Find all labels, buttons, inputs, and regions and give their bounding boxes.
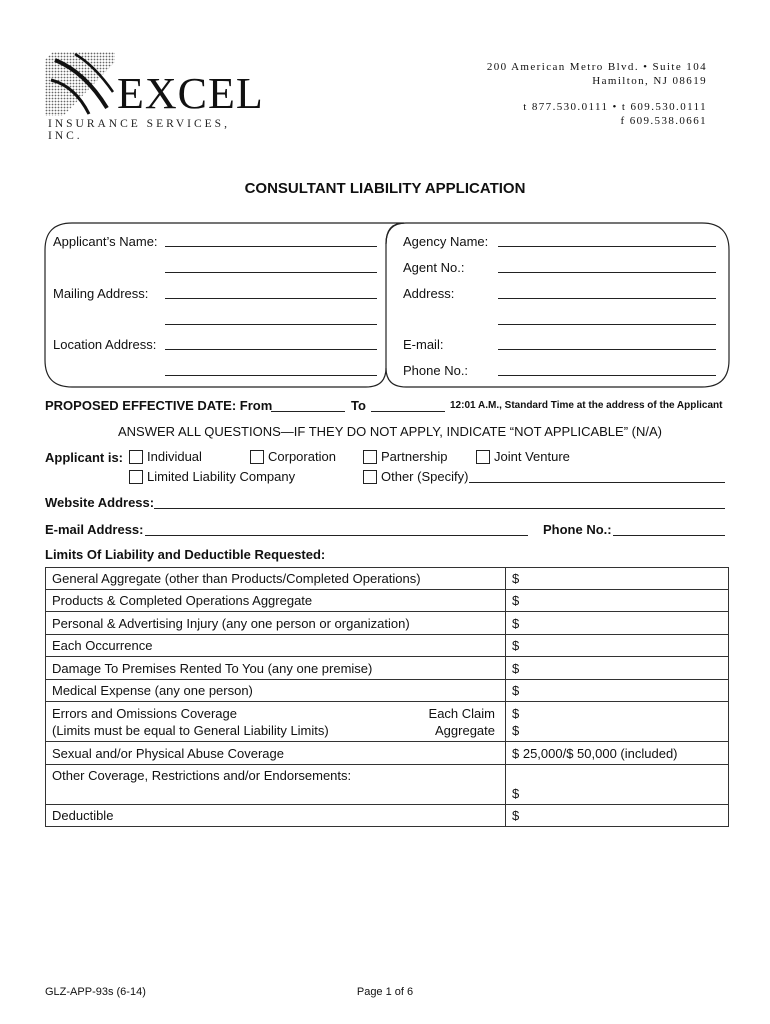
mailing-address-label: Mailing Address: — [53, 286, 149, 301]
table-row — [46, 590, 729, 612]
llc-checkbox[interactable] — [129, 470, 143, 484]
table-row — [46, 742, 729, 765]
deductible-amount[interactable]: $ — [506, 805, 729, 827]
sexual-abuse-amount: $ 25,000/$ 50,000 (included) — [506, 742, 729, 765]
agent-no-field[interactable] — [498, 272, 716, 273]
limit-label: Each Occurrence — [46, 635, 506, 657]
agency-address-field[interactable] — [498, 298, 716, 299]
eo-each-claim-label: Each Claim — [428, 705, 495, 721]
table-row — [46, 568, 729, 590]
agency-email-label: E-mail: — [403, 337, 444, 352]
company-name: EXCEL — [117, 69, 264, 118]
joint-venture-checkbox[interactable] — [476, 450, 490, 464]
partnership-label: Partnership — [381, 449, 448, 464]
table-row — [46, 612, 729, 635]
limit-label: General Aggregate (other than Products/Completed Operations) — [46, 568, 506, 590]
effective-from-field[interactable] — [271, 411, 345, 412]
eo-amount-cell[interactable] — [506, 702, 729, 742]
table-row — [46, 635, 729, 657]
eo-aggregate-label: Aggregate — [435, 722, 495, 738]
sexual-abuse-label: Sexual and/or Physical Abuse Coverage — [46, 742, 506, 765]
limit-label: Personal & Advertising Injury (any one person or organization) — [46, 612, 506, 635]
agent-no-label: Agent No.: — [403, 260, 465, 275]
applicant-name-field-2[interactable] — [165, 272, 377, 273]
applicant-type-label: Applicant is: — [45, 450, 124, 465]
address-line-2: Hamilton, NJ 08619 — [592, 75, 707, 87]
limit-amount[interactable]: $ — [506, 590, 729, 612]
effective-time-note: 12:01 A.M., Standard Time at the address of the Applicant — [450, 400, 723, 411]
limit-amount[interactable]: $ — [506, 612, 729, 635]
eo-coverage-cell — [46, 702, 506, 742]
eo-each-claim-amount[interactable]: $ — [512, 705, 520, 721]
fax-line: f 609.538.0661 — [620, 115, 707, 127]
individual-label: Individual — [147, 449, 202, 464]
limit-amount[interactable]: $ — [506, 635, 729, 657]
corporation-label: Corporation — [268, 449, 336, 464]
limit-amount[interactable]: $ — [506, 568, 729, 590]
other-coverage-amount[interactable]: $ — [506, 765, 729, 805]
page-title: CONSULTANT LIABILITY APPLICATION — [244, 180, 526, 197]
applicant-name-field[interactable] — [165, 246, 377, 247]
mailing-address-field-2[interactable] — [165, 324, 377, 325]
limits-heading: Limits Of Liability and Deductible Requested: — [45, 547, 326, 562]
eo-aggregate-amount[interactable]: $ — [512, 722, 520, 738]
limit-label: Damage To Premises Rented To You (any one premise) — [46, 657, 506, 680]
other-specify-field[interactable] — [469, 482, 725, 483]
table-row — [46, 702, 729, 742]
email-field[interactable] — [145, 535, 528, 536]
company-subtitle: INSURANCE SERVICES, INC. — [48, 118, 230, 142]
table-row — [46, 765, 729, 805]
phone-field[interactable] — [613, 535, 725, 536]
agency-phone-label: Phone No.: — [403, 363, 469, 378]
mailing-address-field[interactable] — [165, 298, 377, 299]
company-address — [487, 60, 707, 128]
agency-address-field-2[interactable] — [498, 324, 716, 325]
agency-phone-field[interactable] — [498, 375, 716, 376]
instruction-text: ANSWER ALL QUESTIONS—IF THEY DO NOT APPLY, INDICATE “NOT APPLICABLE” (N/A) — [118, 424, 662, 439]
agency-address-label: Address: — [403, 286, 455, 301]
address-line-1: 200 American Metro Blvd. • Suite 104 — [486, 61, 707, 73]
table-row — [46, 657, 729, 680]
location-address-field[interactable] — [165, 349, 377, 350]
location-address-field-2[interactable] — [165, 375, 377, 376]
email-label: E-mail Address: — [45, 522, 144, 537]
individual-checkbox[interactable] — [129, 450, 143, 464]
website-label: Website Address: — [45, 495, 155, 510]
agency-email-field[interactable] — [498, 349, 716, 350]
eo-label-2: (Limits must be equal to General Liability Limits) — [52, 722, 329, 738]
limit-amount[interactable]: $ — [506, 680, 729, 702]
location-address-label: Location Address: — [53, 337, 157, 352]
other-coverage-label: Other Coverage, Restrictions and/or Endorsements: — [46, 765, 506, 805]
effective-to-field[interactable] — [371, 411, 445, 412]
effective-date-label: PROPOSED EFFECTIVE DATE: From — [45, 398, 273, 413]
limit-label: Products & Completed Operations Aggregate — [46, 590, 506, 612]
company-logo — [45, 52, 264, 142]
phone-line: t 877.530.0111 • t 609.530.0111 — [523, 101, 707, 113]
applicant-name-label: Applicant’s Name: — [53, 234, 158, 249]
other-checkbox[interactable] — [363, 470, 377, 484]
limit-amount[interactable]: $ — [506, 657, 729, 680]
partnership-checkbox[interactable] — [363, 450, 377, 464]
agency-name-field[interactable] — [498, 246, 716, 247]
deductible-label: Deductible — [46, 805, 506, 827]
joint-venture-label: Joint Venture — [494, 449, 570, 464]
agency-name-label: Agency Name: — [403, 234, 489, 249]
table-row — [46, 805, 729, 827]
effective-to-label: To — [351, 398, 366, 413]
eo-label-1: Errors and Omissions Coverage — [52, 705, 237, 721]
phone-label: Phone No.: — [543, 522, 612, 537]
other-label: Other (Specify) — [381, 469, 469, 484]
form-number: GLZ-APP-93s (6-14) — [45, 986, 146, 998]
table-row — [46, 680, 729, 702]
logo-mark-icon — [45, 52, 115, 116]
llc-label: Limited Liability Company — [147, 469, 296, 484]
website-field[interactable] — [154, 508, 725, 509]
limit-label: Medical Expense (any one person) — [46, 680, 506, 702]
page-number: Page 1 of 6 — [356, 986, 414, 998]
corporation-checkbox[interactable] — [250, 450, 264, 464]
limits-table — [45, 567, 729, 827]
